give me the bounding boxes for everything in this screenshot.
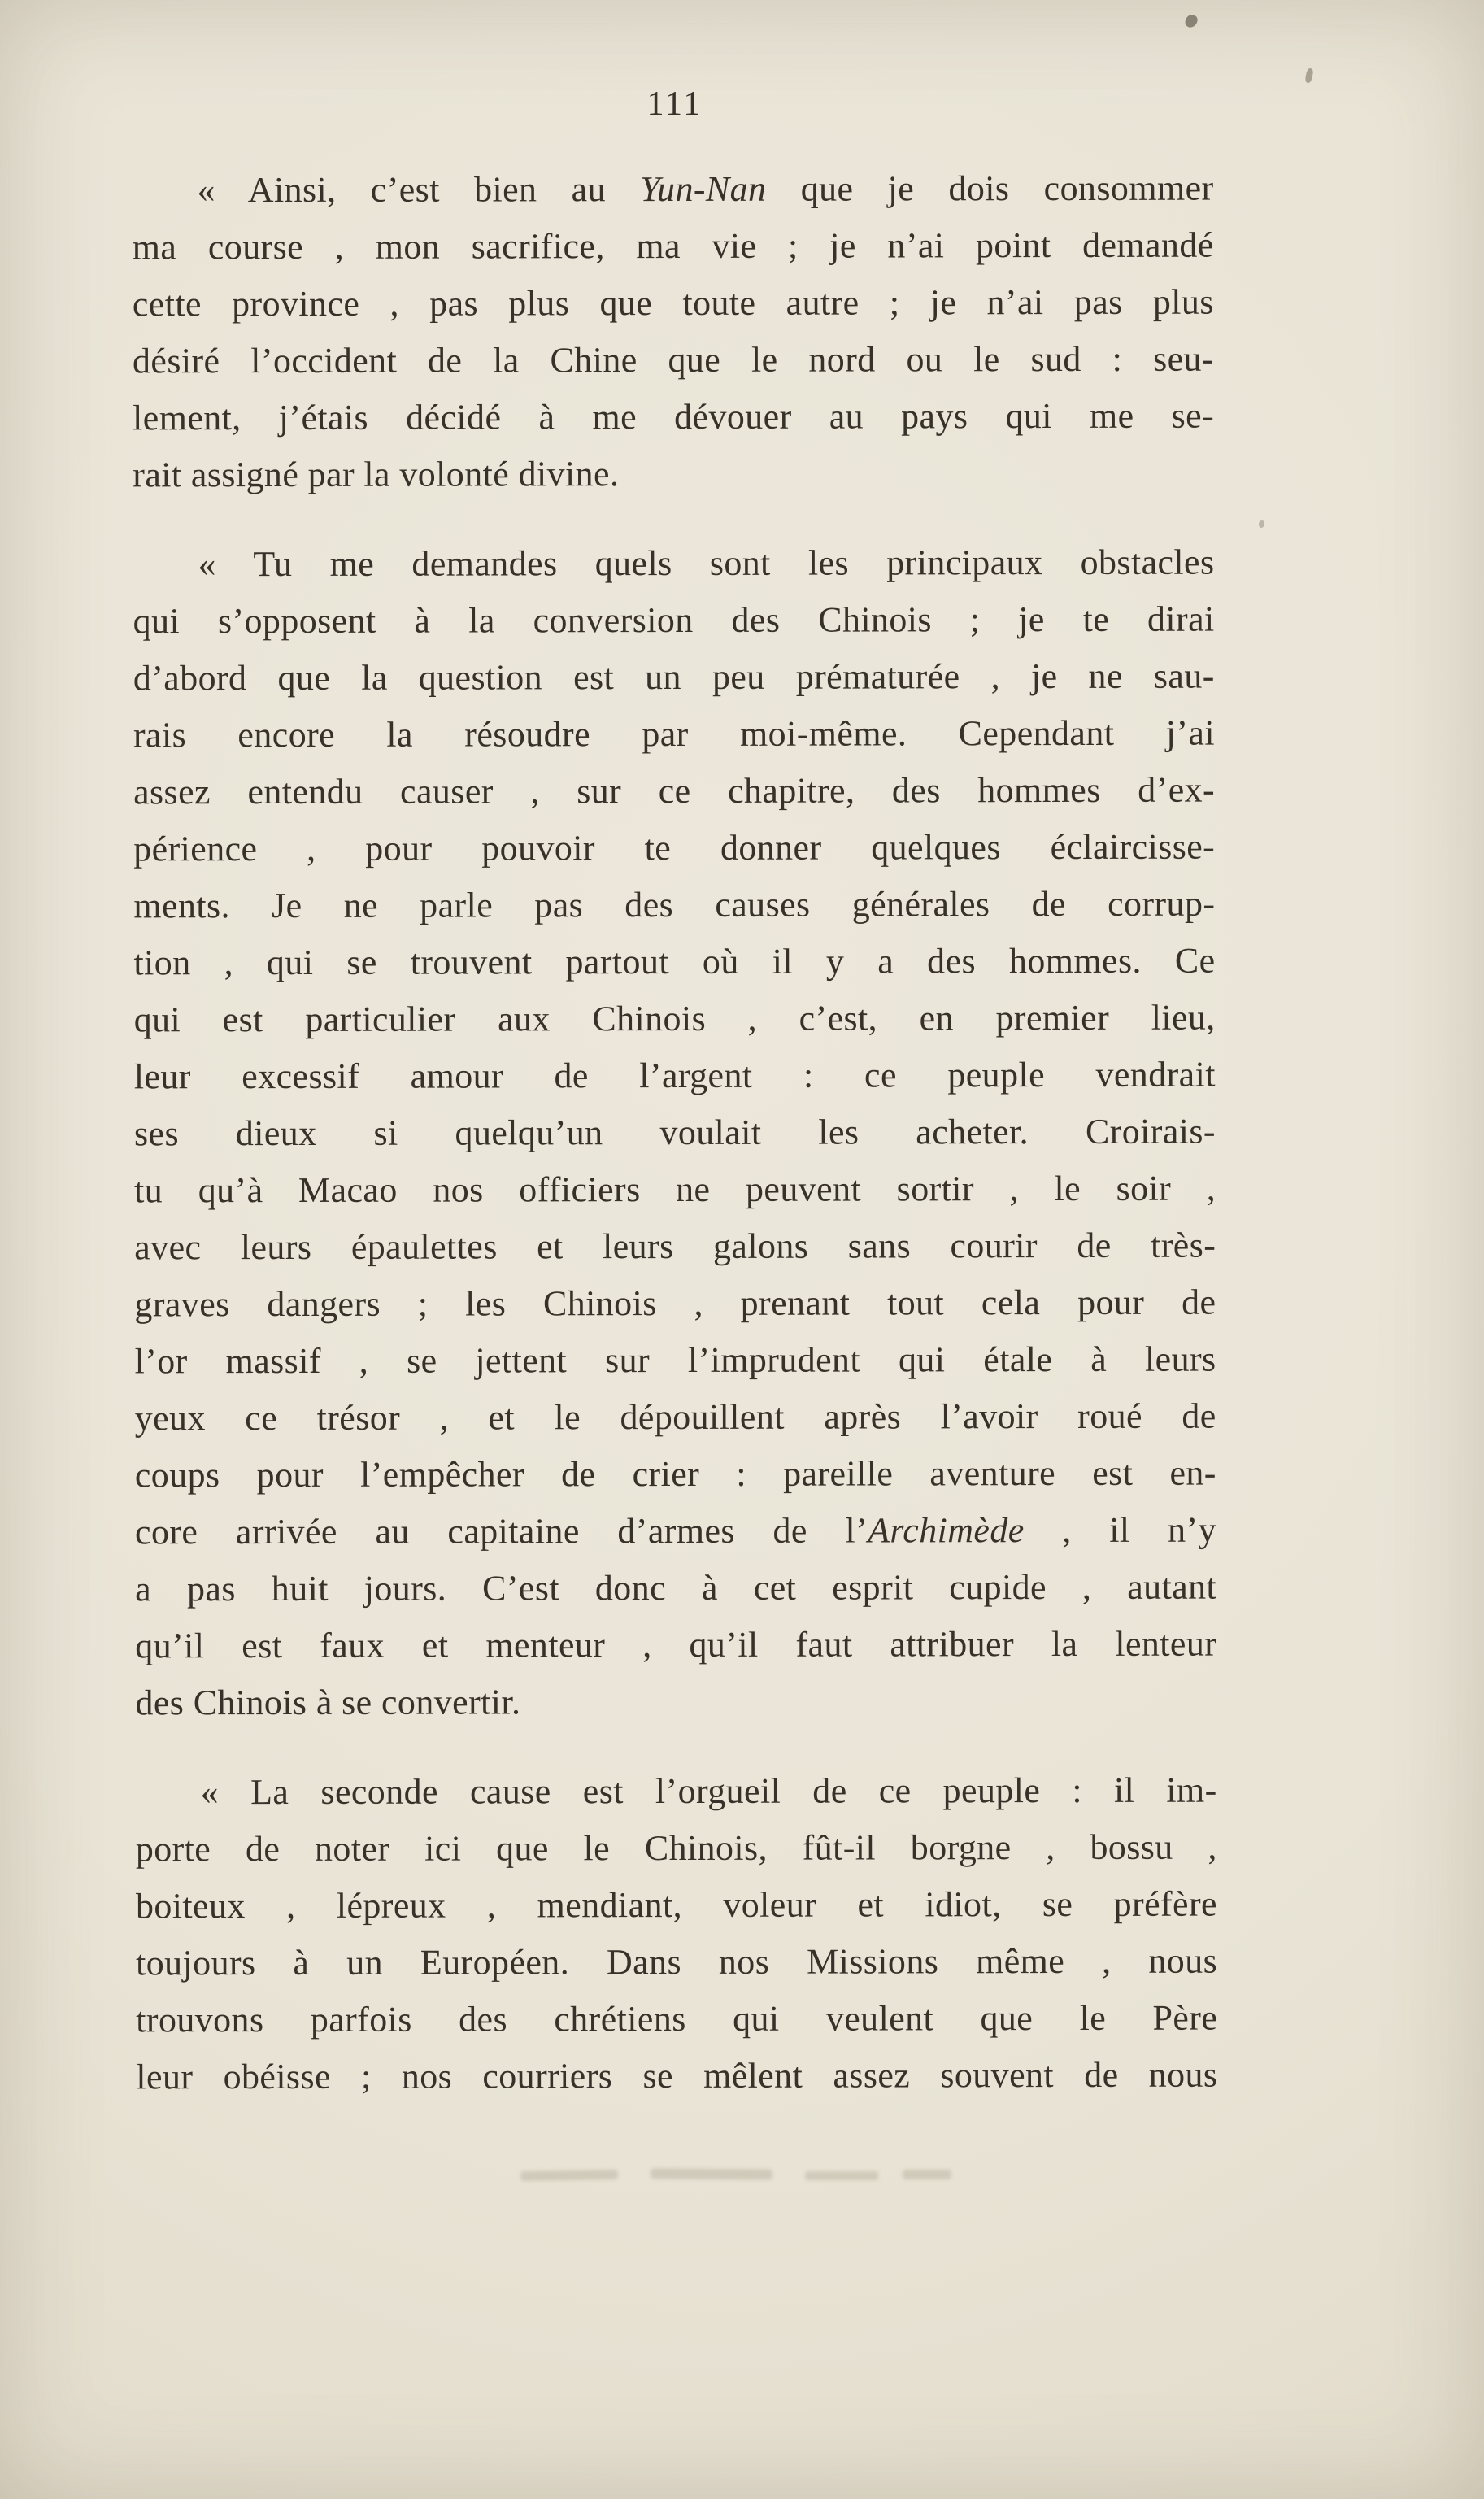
page-number: 111 (646, 85, 703, 123)
text-line (136, 1819, 1217, 1879)
text-segment: assez entendu causer , sur ce chapitre, des hommes d’ex- (133, 769, 1216, 812)
text-segment: ses dieux si quelqu’un voulait les acheter. Croirais- (133, 1111, 1216, 1154)
text-segment: graves dangers ; les Chinois , prenant tout cela pour de (134, 1282, 1216, 1325)
text-segment: qui est particulier aux Chinois , c’est, en premier lieu, (133, 997, 1216, 1040)
text-line (136, 2047, 1217, 2106)
italic-text: Yun-Nan (640, 168, 767, 210)
text-line (136, 1990, 1217, 2049)
text-line (135, 1616, 1216, 1675)
text-line (133, 933, 1215, 992)
text-segment: coups pour l’empêcher de crier : pareille aventure est en- (134, 1452, 1216, 1495)
page-text (132, 160, 1217, 2139)
text-line (135, 1559, 1216, 1618)
text-segment: désiré l’occident de la Chine que le nord ou le sud : seu- (132, 338, 1215, 381)
text-segment: périence , pour pouvoir te donner quelques éclaircisse- (133, 826, 1216, 869)
text-segment: lement, j’étais décidé à me dévouer au pays qui me se- (133, 395, 1215, 438)
text-line (133, 648, 1215, 707)
text-line (133, 876, 1215, 935)
text-line (133, 445, 1214, 504)
text-line (134, 990, 1216, 1049)
text-segment: qui s’opposent à la conversion des Chinois ; je te dirai (133, 599, 1215, 642)
text-segment: yeux ce trésor , et le dépouillent après l’avoir roué de (134, 1395, 1216, 1439)
text-line (136, 1876, 1217, 1935)
text-line (133, 591, 1215, 651)
faint-bleedthrough-marks (520, 2159, 976, 2192)
text-line (134, 1104, 1216, 1163)
text-line (135, 1445, 1216, 1504)
italic-text: Archimède (868, 1510, 1025, 1551)
text-segment: , il n’y (1024, 1509, 1217, 1551)
text-segment: que je dois consommer (766, 168, 1214, 209)
text-line (134, 1331, 1216, 1391)
text-segment: « Tu me demandes quels sont les principaux obstacles (198, 542, 1215, 585)
text-line (136, 1762, 1217, 1822)
text-line (133, 331, 1214, 390)
text-segment: avec leurs épaulettes et leurs galons sans courir de très- (134, 1225, 1216, 1268)
text-segment: « La seconde cause est l’orgueil de ce peuple : il im- (200, 1770, 1217, 1813)
text-line (134, 1047, 1216, 1106)
bleedthrough-mark (903, 2170, 951, 2179)
text-segment: qu’il est faux et menteur , qu’il faut attribuer la lenteur (135, 1623, 1217, 1666)
text-segment: des Chinois à se convertir. (135, 1682, 521, 1723)
ink-speck (1183, 13, 1199, 29)
text-segment: leur excessif amour de l’argent : ce peuple vendrait (133, 1054, 1216, 1097)
text-line (136, 1933, 1217, 1992)
text-line (135, 1388, 1216, 1448)
text-segment: toujours à un Européen. Dans nos Missions même , nous (136, 1940, 1218, 1983)
text-segment: ments. Je ne parle pas des causes générales de corrup- (133, 883, 1216, 926)
ink-speck (1304, 67, 1314, 83)
paragraph (132, 160, 1214, 504)
text-line (133, 534, 1214, 594)
text-segment: boiteux , lépreux , mendiant, voleur et idiot, se préfère (135, 1883, 1217, 1926)
text-line (133, 819, 1215, 878)
text-line (133, 388, 1214, 447)
paragraph (133, 534, 1216, 1732)
text-segment: leur obéisse ; nos courriers se mêlent assez souvent de nous (136, 2054, 1218, 2097)
text-segment: « Ainsi, c’est bien au (197, 169, 641, 211)
text-segment: ma course , mon sacrifice, ma vie ; je n’ai point demandé (132, 224, 1214, 268)
text-segment: l’or massif , se jettent sur l’imprudent qui étale à leurs (134, 1339, 1216, 1382)
text-line (133, 274, 1214, 333)
text-segment: tion , qui se trouvent partout où il y a des hommes. Ce (133, 940, 1216, 983)
text-line (134, 1160, 1216, 1220)
text-line (133, 705, 1215, 764)
bleedthrough-mark (520, 2170, 618, 2181)
bleedthrough-mark (651, 2168, 772, 2179)
ink-speck (1259, 520, 1264, 528)
text-line (135, 1502, 1216, 1561)
text-segment: d’abord que la question est un peu prématurée , je ne sau- (133, 655, 1215, 699)
text-segment: rais encore la résoudre par moi-même. Cependant j’ai (133, 712, 1215, 755)
text-line (135, 1673, 1216, 1732)
text-line (132, 160, 1213, 220)
text-line (134, 1217, 1216, 1277)
text-segment: tu qu’à Macao nos officiers ne peuvent sortir , le soir , (134, 1168, 1216, 1211)
text-segment: porte de noter ici que le Chinois, fût-il borgne , bossu , (135, 1826, 1217, 1870)
bleedthrough-mark (805, 2171, 878, 2180)
text-segment: a pas huit jours. C’est donc à cet esprit cupide , autant (135, 1566, 1217, 1609)
text-segment: cette province , pas plus que toute autre ; je n’ai pas plus (132, 281, 1214, 324)
text-segment: core arrivée au capitaine d’armes de l’ (134, 1510, 868, 1552)
text-line (134, 1274, 1216, 1334)
text-line (133, 762, 1215, 821)
text-line (133, 217, 1214, 276)
paragraph (136, 1762, 1218, 2106)
text-segment: trouvons parfois des chrétiens qui veulent que le Père (136, 1997, 1218, 2040)
text-segment: rait assigné par la volonté divine. (133, 454, 620, 495)
